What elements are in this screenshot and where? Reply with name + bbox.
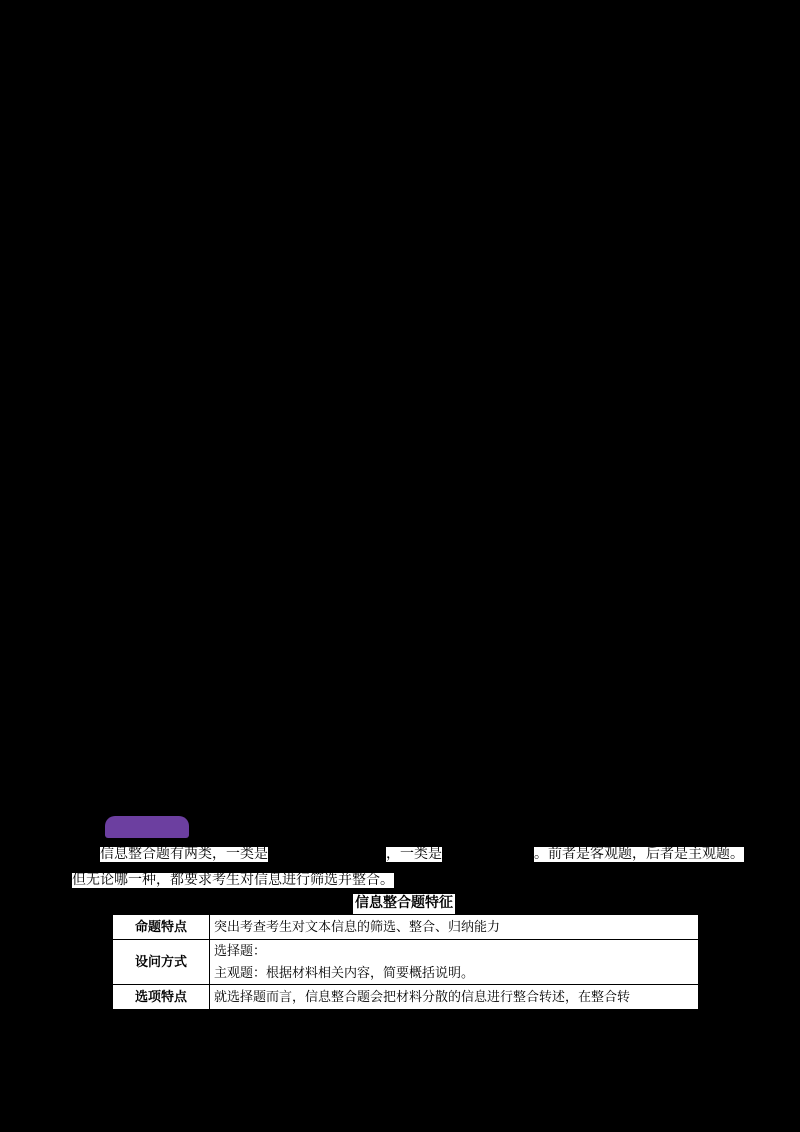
table-cell-content-option-features: 就选择题而言，信息整合题会把材料分散的信息进行整合转述，在整合转 <box>210 985 699 1010</box>
paragraph-text-part-2: ，一类是 <box>386 847 442 862</box>
paragraph-line-1 <box>72 842 744 868</box>
question-style-line-1: 选择题： <box>214 943 267 958</box>
table-title: 信息整合题特征 <box>353 894 455 914</box>
table-row <box>113 940 699 985</box>
table-cell-label-question-style: 设问方式 <box>113 940 210 985</box>
table-row <box>113 985 699 1010</box>
paragraph-text-part-3: 。前者是客观题，后者是主观题。 <box>534 847 744 862</box>
table-cell-label-option-features: 选项特点 <box>113 985 210 1010</box>
table-cell-content-proposition: 突出考查考生对文本信息的筛选、整合、归纳能力 <box>210 915 699 940</box>
table-cell-label-proposition: 命题特点 <box>113 915 210 940</box>
paragraph-text-line-2: 但无论哪一种，都要求考生对信息进行筛选并整合。 <box>72 873 394 888</box>
paragraph-line-2 <box>72 868 732 894</box>
table-cell-content-question-style <box>210 940 699 985</box>
body-paragraph <box>72 842 744 894</box>
purple-highlight-mark <box>105 816 189 838</box>
paragraph-text-part-1: 信息整合题有两类，一类是 <box>100 847 268 862</box>
feature-table <box>112 914 699 1010</box>
table-row <box>113 915 699 940</box>
question-style-line-2: 主观题：根据材料相关内容，简要概括说明。 <box>214 965 475 980</box>
